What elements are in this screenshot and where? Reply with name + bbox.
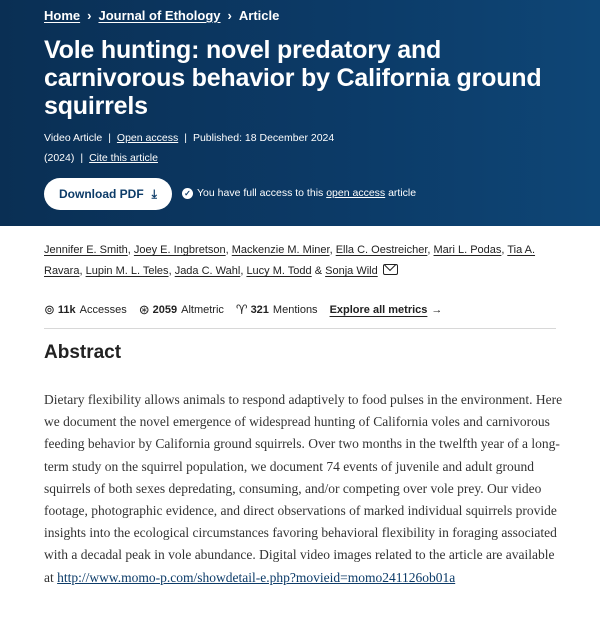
author-link[interactable]: Ella C. Oestreicher bbox=[335, 244, 428, 256]
author-link[interactable]: Jada C. Wahl bbox=[174, 265, 241, 277]
open-access-link[interactable]: Open access bbox=[116, 132, 179, 144]
download-pdf-button[interactable] bbox=[44, 178, 172, 210]
access-notice: ✓ You have full access to this open access article bbox=[182, 187, 416, 199]
author-link[interactable]: Mackenzie M. Miner bbox=[231, 244, 330, 256]
article-meta-2: (2024) | Cite this article bbox=[44, 152, 158, 164]
abstract-text: Dietary flexibility allows animals to respond adaptively to food pulses in the environment. Here we document the novel emergence of widespread hunting of California voles and carnivorous feeding behavior by California ground squirrels. Over two months in the twelfth year of a long-term study on the squirrel population, we document 74 events of juvenile and adult ground squirrels of both sexes depredating, consuming, and/or competing over vole prey. Our video footage, photographic evidence, and direct observations of marked individual squirrels provide insights into the ecological circumstances favoring behavioral flexibility in foraging associated with a decadal peak in vole abundance. Digital video images related to the article are available at http://www.momo-p.com/showdetail-e.php?movieid=momo241126ob01a bbox=[44, 392, 563, 585]
article-meta: Video Article | Open access | Published: 18 December 2024 bbox=[44, 132, 335, 144]
author-link[interactable]: Mari L. Podas bbox=[433, 244, 502, 256]
author-link[interactable]: Tia A. Ravara bbox=[44, 244, 536, 277]
explore-metrics-link[interactable]: Explore all metrics bbox=[329, 304, 428, 316]
abstract-heading: Abstract bbox=[44, 342, 122, 363]
video-link[interactable]: http://www.momo-p.com/showdetail-e.php?movieid=momo241126ob01a bbox=[57, 569, 456, 585]
article-year: (2024) bbox=[44, 152, 75, 164]
article-type: Video Article bbox=[44, 132, 103, 144]
altmetric-icon: ⊛ bbox=[138, 302, 150, 317]
author-link[interactable]: Jennifer E. Smith bbox=[44, 244, 128, 256]
accesses-metric: ⊚ 11k Accesses bbox=[44, 302, 127, 317]
arrow-right-icon: → bbox=[431, 304, 443, 316]
author-link[interactable]: Joey E. Ingbretson bbox=[133, 244, 226, 256]
download-count-icon: ⊚ bbox=[44, 302, 55, 317]
breadcrumb bbox=[44, 8, 279, 23]
chevron-right-icon: › bbox=[87, 8, 92, 23]
author-link[interactable]: Sonja Wild bbox=[325, 265, 378, 277]
section-divider bbox=[44, 328, 556, 329]
breadcrumb-journal[interactable]: Journal of Ethology bbox=[98, 8, 221, 23]
breadcrumb-home[interactable]: Home bbox=[44, 8, 81, 23]
open-access-info-link[interactable]: open access bbox=[326, 187, 386, 199]
author-link[interactable]: Lupin M. L. Teles bbox=[85, 265, 169, 277]
breadcrumb-current: Article bbox=[238, 8, 280, 23]
article-metrics bbox=[44, 302, 442, 318]
email-icon[interactable] bbox=[383, 264, 398, 275]
mentions-metric: ♈︎ 321 Mentions bbox=[235, 302, 318, 317]
published-date: Published: 18 December 2024 bbox=[192, 132, 335, 144]
author-list: Jennifer E. Smith, Joey E. Ingbretson, Mackenzie M. Miner, Ella C. Oestreicher, Mari L. Podas, Tia A. Ravara, Lupin M. L. Teles, Jada C. Wahl, Lucy M. Todd & Sonja Wild bbox=[44, 244, 536, 277]
cite-article-link[interactable]: Cite this article bbox=[89, 152, 158, 164]
check-circle-icon: ✓ bbox=[182, 188, 193, 199]
author-link[interactable]: Lucy M. Todd bbox=[246, 265, 312, 277]
download-icon: ⤓ bbox=[151, 186, 157, 201]
mentions-icon: ♈︎ bbox=[235, 302, 248, 317]
chevron-right-icon: › bbox=[227, 8, 232, 23]
download-pdf-label: Download PDF bbox=[59, 187, 144, 201]
article-header bbox=[0, 0, 600, 226]
article-title: Vole hunting: novel predatory and carnivorous behavior by California ground squirrels bbox=[44, 36, 542, 120]
altmetric-metric: ⊛ 2059 Altmetric bbox=[138, 302, 224, 317]
